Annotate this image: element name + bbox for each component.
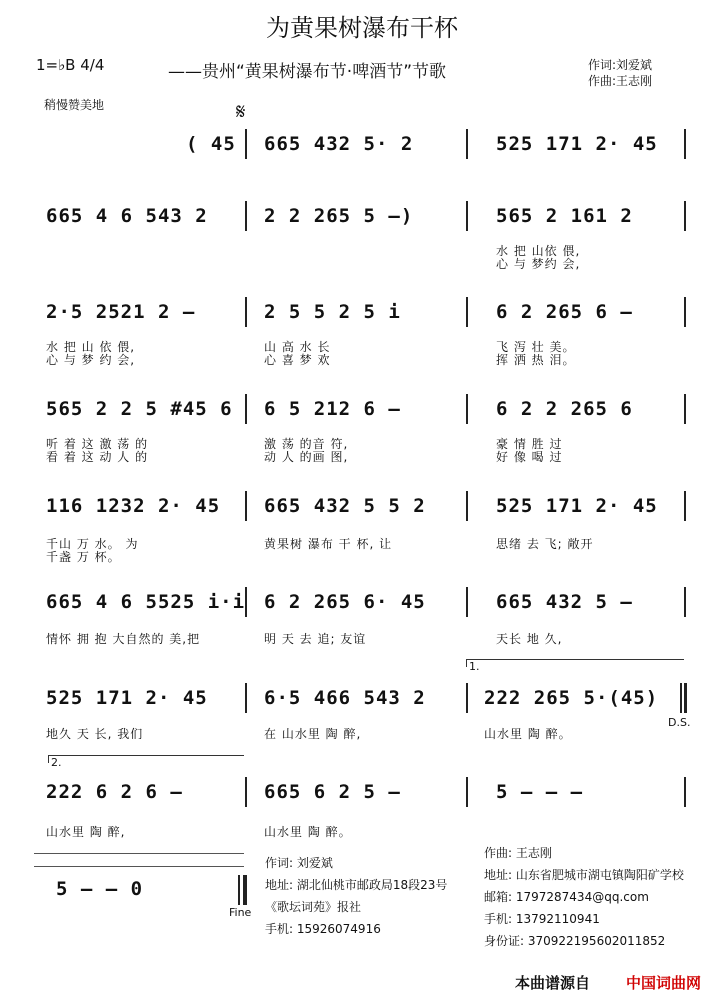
lyric-line: 黄果树 瀑布 干 杯, 让 — [264, 537, 393, 551]
barline — [684, 297, 686, 327]
lyricist-credit: 作词:刘爱斌 — [588, 58, 653, 72]
barline — [245, 297, 247, 327]
final-barline-thick — [243, 875, 247, 905]
footer-composer-address: 地址: 山东省肥城市湖屯镇陶阳矿学校 — [484, 868, 684, 882]
barline — [684, 129, 686, 159]
notation-measure: 665 4 6 543 2 — [46, 205, 208, 227]
notation-measure: 6 2 2 265 6 — [496, 398, 633, 420]
notation-measure: 5 – – – — [496, 781, 584, 803]
notation-measure: ( 45 — [186, 133, 236, 155]
lyric-line: 好 像 喝 过 — [496, 450, 563, 464]
barline — [466, 683, 468, 713]
notation-measure: 665 6 2 5 – — [264, 781, 401, 803]
barline — [684, 491, 686, 521]
barline — [466, 394, 468, 424]
notation-measure: 565 2 2 5 #45 6 — [46, 398, 233, 420]
barline — [466, 777, 468, 807]
barline — [245, 129, 247, 159]
barline — [466, 129, 468, 159]
lyric-line: 心 与 梦约 会, — [496, 257, 581, 271]
lyric-line: 情怀 拥 抱 大自然的 美,把 — [46, 632, 201, 646]
composer-credit: 作曲:王志刚 — [588, 74, 653, 88]
lyric-line: 动 人 的画 图, — [264, 450, 349, 464]
source-site-link[interactable]: 中国词曲网 — [626, 974, 702, 992]
page-title: 为黄果树瀑布干杯 — [266, 14, 458, 42]
lyric-line: 山水里 陶 醉, — [46, 825, 126, 839]
barline — [684, 201, 686, 231]
notation-measure: 665 4 6 5525 i·i — [46, 591, 246, 613]
source-label: 本曲谱源自 — [515, 974, 591, 992]
second-ending-label: 2. — [51, 756, 62, 769]
staff-rule — [34, 853, 244, 854]
barline — [245, 394, 247, 424]
barline — [245, 201, 247, 231]
lyric-line: 飞 泻 壮 美。 — [496, 340, 576, 354]
footer-right — [484, 842, 684, 952]
footer-left — [265, 852, 447, 940]
barline-ds-thick — [684, 683, 687, 713]
notation-measure: 665 432 5 – — [496, 591, 633, 613]
footer-email: 邮箱: 1797287434@qq.com — [484, 890, 649, 904]
footer-address: 地址: 湖北仙桃市邮政局18段23号 — [265, 878, 448, 892]
footer-composer-phone: 手机: 13792110941 — [484, 912, 600, 926]
notation-measure: 2 5 5 2 5 i — [264, 301, 401, 323]
barline — [245, 587, 247, 617]
notation-measure: 6 2 265 6 – — [496, 301, 633, 323]
key-signature: 1=♭B 4/4 — [36, 56, 105, 74]
footer-id: 身份证: 370922195602011852 — [484, 934, 666, 948]
lyric-line: 思绪 去 飞; 敞开 — [496, 537, 594, 551]
lyric-line: 心 与 梦 约 会, — [46, 353, 136, 367]
fine-mark: Fine — [229, 906, 252, 919]
barline — [245, 777, 247, 807]
barline — [466, 297, 468, 327]
lyric-line: 山水里 陶 醉。 — [484, 727, 572, 741]
first-ending-label: 1. — [469, 660, 480, 673]
staff-rule-2 — [34, 866, 244, 867]
lyric-line: 山 高 水 长 — [264, 340, 331, 354]
notation-measure: 116 1232 2· 45 — [46, 495, 221, 517]
notation-measure: 6·5 466 543 2 — [264, 687, 426, 709]
lyric-line: 挥 洒 热 泪。 — [496, 353, 576, 367]
footer-publication: 《歌坛词苑》报社 — [265, 900, 362, 914]
footer-lyricist: 作词: 刘爱斌 — [265, 856, 333, 870]
lyric-line: 听 着 这 激 荡 的 — [46, 437, 149, 451]
notation-measure: 5 – – 0 — [56, 878, 144, 900]
tempo-marking: 稍慢赞美地 — [44, 98, 105, 112]
barline — [245, 683, 247, 713]
lyric-line: 水 把 山依 偎, — [496, 244, 581, 258]
subtitle: ——贵州“黄果树瀑布节·啤酒节”节歌 — [168, 62, 447, 82]
barline-ds — [680, 683, 682, 713]
lyric-line: 千盏 万 杯。 — [46, 550, 121, 564]
lyric-line: 千山 万 水。 为 — [46, 537, 139, 551]
notation-measure: 6 2 265 6· 45 — [264, 591, 426, 613]
barline — [466, 491, 468, 521]
notation-measure: 222 265 5·(45) — [484, 687, 659, 709]
footer-composer: 作曲: 王志刚 — [484, 846, 552, 860]
barline — [684, 587, 686, 617]
lyric-line: 明 天 去 追; 友谊 — [264, 632, 367, 646]
lyric-line: 天长 地 久, — [496, 632, 563, 646]
barline — [245, 491, 247, 521]
notation-measure: 665 432 5 5 2 — [264, 495, 426, 517]
notation-measure: 6 5 212 6 – — [264, 398, 401, 420]
notation-measure: 2·5 2521 2 – — [46, 301, 196, 323]
lyric-line: 山水里 陶 醉。 — [264, 825, 352, 839]
lyric-line: 在 山水里 陶 醉, — [264, 727, 362, 741]
lyric-line: 激 荡 的音 符, — [264, 437, 349, 451]
notation-measure: 525 171 2· 45 — [496, 495, 658, 517]
notation-measure: 565 2 161 2 — [496, 205, 633, 227]
notation-measure: 525 171 2· 45 — [46, 687, 208, 709]
notation-measure: 665 432 5· 2 — [264, 133, 414, 155]
lyric-line: 豪 情 胜 过 — [496, 437, 563, 451]
lyric-line: 看 着 这 动 人 的 — [46, 450, 149, 464]
ds-mark: D.S. — [668, 716, 691, 729]
barline — [466, 201, 468, 231]
first-ending-bracket — [466, 659, 684, 660]
lyric-line: 水 把 山 依 偎, — [46, 340, 136, 354]
barline — [684, 394, 686, 424]
segno-icon: 𝄋 — [236, 100, 246, 125]
second-ending-bracket — [48, 755, 244, 756]
notation-measure: 525 171 2· 45 — [496, 133, 658, 155]
lyric-line: 心 喜 梦 欢 — [264, 353, 331, 367]
footer-phone: 手机: 15926074916 — [265, 922, 381, 936]
barline — [684, 777, 686, 807]
final-barline-thin — [238, 875, 240, 905]
lyric-line: 地久 天 长, 我们 — [46, 727, 144, 741]
notation-measure: 2 2 265 5 –) — [264, 205, 414, 227]
barline — [466, 587, 468, 617]
notation-measure: 222 6 2 6 – — [46, 781, 183, 803]
